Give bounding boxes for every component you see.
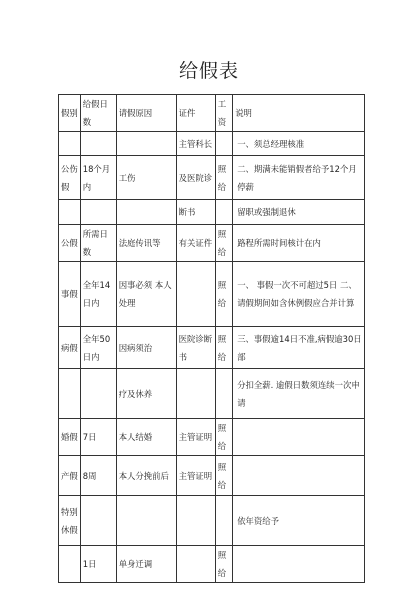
cell-reason: 因病须治 [116, 327, 176, 369]
cell-doc [176, 369, 215, 419]
cell-reason: 本人结婚 [116, 419, 176, 456]
cell-type [59, 369, 81, 419]
table-row [59, 156, 365, 200]
cell-doc: 有关证件 [176, 225, 215, 262]
cell-reason: 本人分挽前后 [116, 456, 176, 496]
cell-doc: 医院诊断书 [176, 327, 215, 369]
cell-reason: 单身迁调 [116, 546, 176, 583]
header-cell-reason: 请假原因 [116, 95, 176, 132]
cell-days [80, 200, 116, 225]
cell-type [59, 132, 81, 156]
header-cell-doc: 证件 [176, 95, 215, 132]
cell-note: 一、须总经理核准 [233, 132, 365, 156]
cell-reason: 法庭传讯等 [116, 225, 176, 262]
table-row [59, 369, 365, 419]
cell-doc: 主管证明 [176, 456, 215, 496]
cell-days [80, 132, 116, 156]
leave-table [58, 94, 365, 583]
cell-note [233, 456, 365, 496]
table-row [59, 419, 365, 456]
cell-days: 7日 [80, 419, 116, 456]
header-cell-days: 给假日数 [80, 95, 116, 132]
table-row [59, 225, 365, 262]
header-cell-note: 说明 [233, 95, 365, 132]
table-row [59, 132, 365, 156]
cell-type: 产假 [59, 456, 81, 496]
cell-days: 1日 [80, 546, 116, 583]
table-row [59, 200, 365, 225]
cell-type: 公伤假 [59, 156, 81, 200]
cell-doc: 断书 [176, 200, 215, 225]
cell-note [233, 546, 365, 583]
cell-days: 所需日数 [80, 225, 116, 262]
cell-reason [116, 496, 176, 546]
cell-wage: 照给 [215, 546, 232, 583]
cell-wage [215, 369, 232, 419]
table-row [59, 456, 365, 496]
cell-days: 8周 [80, 456, 116, 496]
cell-note: 依年资给予 [233, 496, 365, 546]
cell-days [80, 496, 116, 546]
cell-reason [116, 200, 176, 225]
cell-note: 分扣全薪. 逾假日数须连续一次申 请 [233, 369, 365, 419]
cell-wage: 照给 [215, 456, 232, 496]
cell-wage [215, 496, 232, 546]
cell-type [59, 200, 81, 225]
cell-reason: 因事必须 本人处理 [116, 262, 176, 327]
cell-type [59, 546, 81, 583]
cell-wage: 照给 [215, 262, 232, 327]
cell-doc: 主管证明 [176, 419, 215, 456]
cell-wage [215, 132, 232, 156]
cell-days: 全年14日内 [80, 262, 116, 327]
cell-doc [176, 262, 215, 327]
cell-note: 路程所需时间核计在内 [233, 225, 365, 262]
cell-reason [116, 132, 176, 156]
table-row [59, 546, 365, 583]
cell-days: 18个月内 [80, 156, 116, 200]
cell-wage: 照给 [215, 419, 232, 456]
cell-type: 事假 [59, 262, 81, 327]
cell-doc: 主管科长 [176, 132, 215, 156]
cell-type: 病假 [59, 327, 81, 369]
cell-doc [176, 496, 215, 546]
cell-note: 留职或强制退休 [233, 200, 365, 225]
table-row [59, 262, 365, 327]
cell-wage: 照给 [215, 225, 232, 262]
header-row [59, 95, 365, 132]
cell-note: 三、事假逾14日不准,病假逾30日部 [233, 327, 365, 369]
cell-wage [215, 200, 232, 225]
header-cell-type: 假别 [59, 95, 81, 132]
cell-doc: 及医院诊 [176, 156, 215, 200]
cell-note: 一、 事假一次不可超过5日 二、 请假期间如含休例假应合并计算 [233, 262, 365, 327]
page-title: 给假表 [178, 60, 239, 82]
cell-doc [176, 546, 215, 583]
cell-days: 全年50日内 [80, 327, 116, 369]
cell-days [80, 369, 116, 419]
cell-type: 婚假 [59, 419, 81, 456]
cell-note: 二、期满未能销假者给予12个月停薪 [233, 156, 365, 200]
table-row [59, 496, 365, 546]
table-row [59, 327, 365, 369]
cell-reason: 工伤 [116, 156, 176, 200]
cell-reason: 疗及休养 [116, 369, 176, 419]
cell-note [233, 419, 365, 456]
cell-wage: 照给 [215, 327, 232, 369]
cell-type: 特别休假 [59, 496, 81, 546]
cell-type: 公假 [59, 225, 81, 262]
header-cell-wage: 工资 [215, 95, 232, 132]
cell-wage: 照给 [215, 156, 232, 200]
